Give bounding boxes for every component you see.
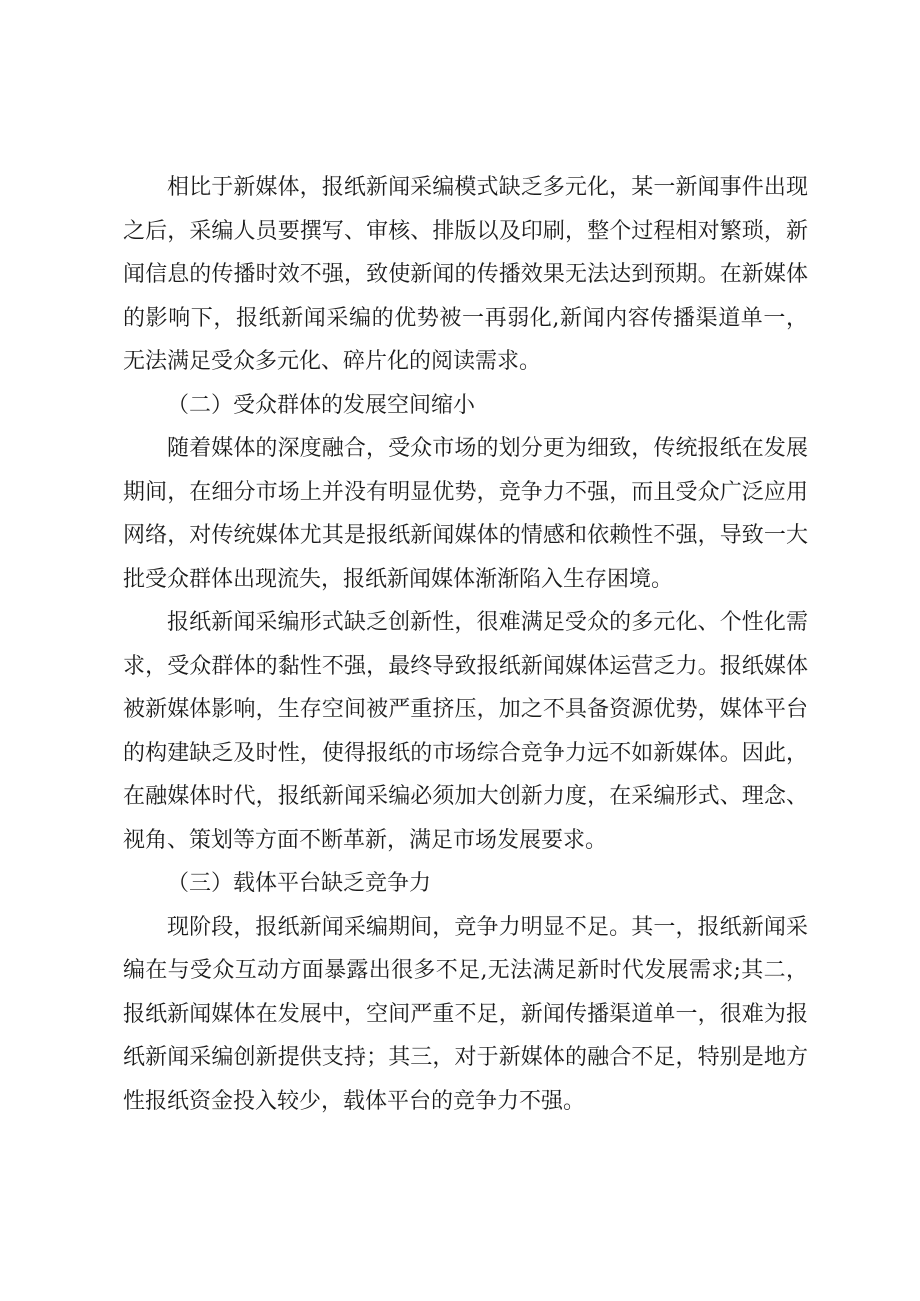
paragraph-competitiveness: 现阶段，报纸新闻采编期间，竞争力明显不足。其一，报纸新闻采编在与受众互动方面暴露出很多不足,无法满足新时代发展需求;其二，报纸新闻媒体在发展中，空间严重不足，新闻传播渠道单一，很难为报纸新闻采编创新提供支持；其三，对于新媒体的融合不足，特别是地方性报纸资金投入较少，载体平台的竞争力不强。: [123, 914, 808, 1114]
section-heading-audience: （二）受众群体的发展空间缩小: [167, 392, 476, 418]
paragraph-new-media-comparison: 相比于新媒体，报纸新闻采编模式缺乏多元化，某一新闻事件出现之后，采编人员要撰写、审核、排版以及印刷，整个过程相对繁琐，新闻信息的传播时效不强，致使新闻的传播效果无法达到预期。在新媒体的影响下，报纸新闻采编的优势被一再弱化,新闻内容传播渠道单一，无法满足受众多元化、碎片化的阅读需求。: [123, 175, 808, 374]
paragraph-innovation: 报纸新闻采编形式缺乏创新性，很难满足受众的多元化、个性化需求，受众群体的黏性不强，最终导致报纸新闻媒体运营乏力。报纸媒体被新媒体影响，生存空间被严重挤压，加之不具备资源优势，媒体平台的构建缺乏及时性，使得报纸的市场综合竞争力远不如新媒体。因此，在融媒体时代，报纸新闻采编必须加大创新力度，在采编形式、理念、视角、策划等方面不断革新，满足市场发展要求。: [123, 610, 808, 853]
paragraph-audience-market: 随着媒体的深度融合，受众市场的划分更为细致，传统报纸在发展期间，在细分市场上并没有明显优势，竞争力不强，而且受众广泛应用网络，对传统媒体尤其是报纸新闻媒体的情感和依赖性不强，导致一大批受众群体出现流失，报纸新闻媒体渐渐陷入生存困境。: [123, 436, 808, 592]
section-heading-platform: （三）载体平台缺乏竞争力: [167, 871, 432, 896]
document-body: [123, 166, 808, 1123]
